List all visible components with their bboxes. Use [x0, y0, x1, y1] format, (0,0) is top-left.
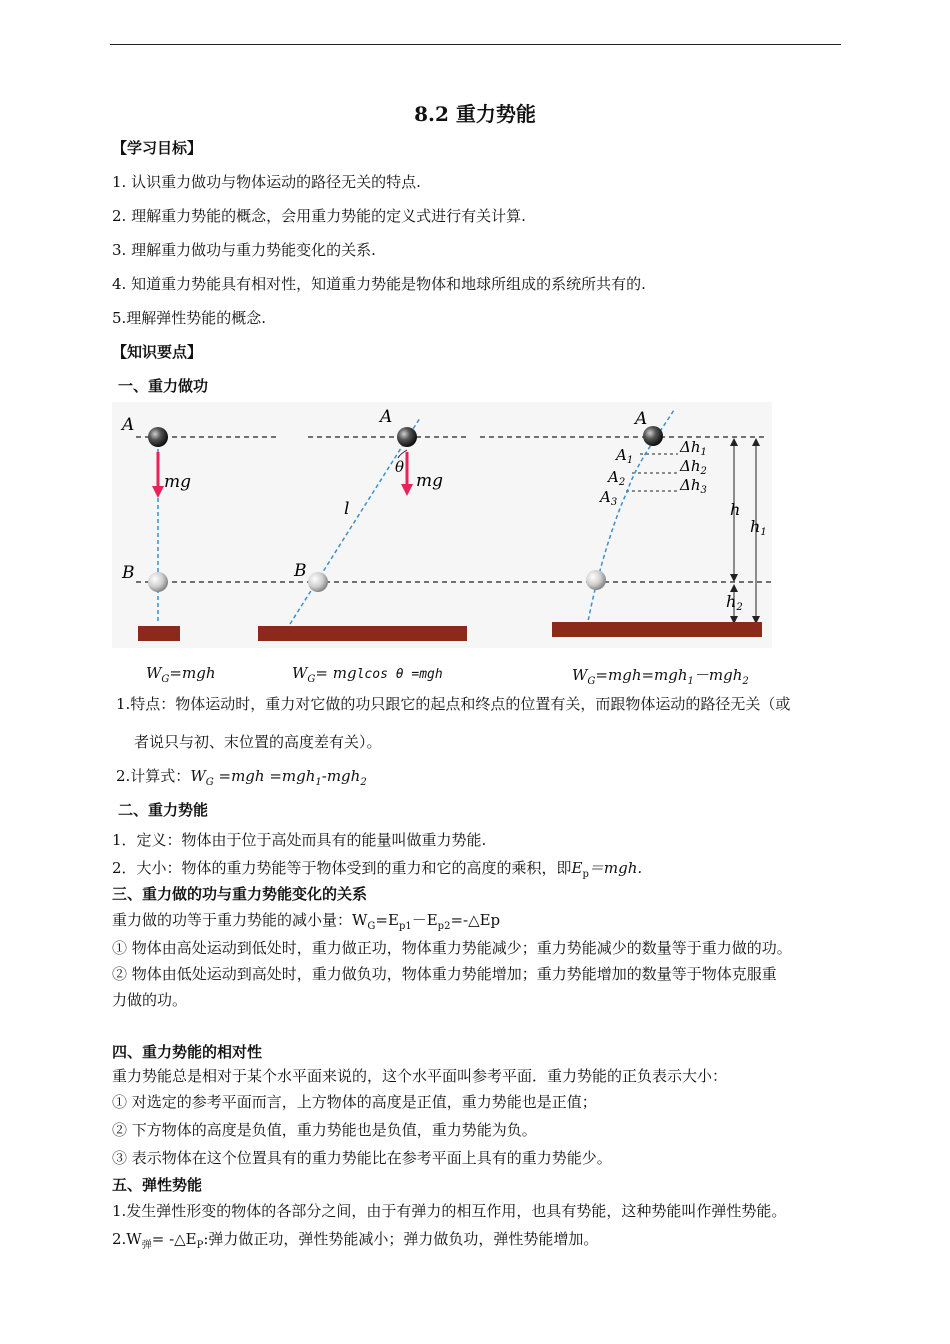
s5-heading: 五、弹性势能: [112, 1176, 203, 1194]
s4-line: ① 对选定的参考平面而言，上方物体的高度是正值，重力势能也是正值；: [112, 1093, 597, 1111]
ball-b: [586, 570, 606, 590]
label-dh3: $\Delta h_3$: [680, 476, 707, 496]
ground-2: [258, 626, 467, 641]
s4-heading: 四、重力势能的相对性: [112, 1043, 263, 1061]
s3-line: ② 物体由低处运动到高处时，重力做负功，物体重力势能增加；重力势能增加的数量等于物体克服重: [112, 965, 777, 983]
header-rule: [110, 44, 841, 45]
calc-formula: 2.计算式：$W_G =mgh =mgh_1-mgh_2$: [116, 767, 367, 788]
page-title: 8.2 重力势能: [414, 102, 536, 126]
ball-b: [148, 572, 168, 592]
s3-heading: 三、重力做的功与重力势能变化的关系: [112, 885, 368, 903]
ball-a: [643, 426, 663, 446]
goal-item: 5.理解弹性势能的概念.: [112, 309, 267, 327]
caption-incline: $W_G= mglcos$ θ =mgh: [292, 664, 443, 685]
ground-3: [552, 622, 762, 637]
label-a: A: [122, 415, 135, 435]
goal-item: 4. 知道重力势能具有相对性，知道重力势能是物体和地球所组成的系统所共有的.: [112, 275, 646, 293]
s5-line: 1.发生弹性形变的物体的各部分之间，由于有弹力的相互作用，也具有势能，这种势能叫作弹性势能。: [112, 1202, 787, 1220]
s5-line: $2.W_弹=$ $-\triangle E_P$:弹力做正功，弹性势能减小；弹力做负功，弹性势能增加。: [112, 1230, 599, 1251]
s3-line: 力做的功。: [112, 991, 188, 1009]
s4-line: 重力势能总是相对于某个水平面来说的，这个水平面叫参考平面．重力势能的正负表示大小：: [112, 1067, 728, 1085]
s3-line: 重力做的功等于重力势能的减小量：$W_G=E_{p1}-E_{p2}=-\triangle Ep$: [112, 911, 501, 932]
caption-curve: $W_G=mgh=mgh_1-mgh_2$: [572, 666, 749, 687]
feature-line: 1.特点：物体运动时，重力对它做的功只跟它的起点和终点的位置有关，而跟物体运动的路径无关（或: [116, 695, 791, 713]
s2-size: 2．大小：物体的重力势能等于物体受到的重力和它的高度的乘积，即$E_p=mgh$.: [112, 859, 643, 880]
label-a1: $A_1$: [616, 446, 634, 466]
ground-1: [138, 626, 180, 641]
ball-b: [308, 572, 328, 592]
label-dh2: $\Delta h_2$: [680, 457, 707, 477]
label-b: B: [122, 563, 135, 583]
label-b: B: [294, 561, 307, 581]
label-mg: mg: [416, 471, 444, 491]
label-a: A: [380, 407, 393, 427]
label-dh1: $\Delta h_1$: [680, 438, 707, 458]
caption-vertical: $W_G=mgh$: [146, 664, 216, 685]
s2-heading: 二、重力势能: [118, 801, 209, 819]
goal-item: 1. 认识重力做功与物体运动的路径无关的特点.: [112, 173, 421, 191]
ball-a: [397, 427, 417, 447]
label-h1: h1: [750, 517, 767, 538]
label-theta: θ: [395, 458, 405, 476]
label-h2: h2: [726, 592, 743, 613]
goal-item: 3. 理解重力做功与重力势能变化的关系.: [112, 241, 376, 259]
gravity-work-figure: [112, 402, 772, 648]
s4-line: ② 下方物体的高度是负值，重力势能也是负值，重力势能为负。: [112, 1121, 537, 1139]
s4-line: ③ 表示物体在这个位置具有的重力势能比在参考平面上具有的重力势能少。: [112, 1149, 612, 1167]
label-h: h: [730, 500, 741, 519]
label-a: A: [635, 409, 648, 429]
ball-a: [148, 427, 168, 447]
label-a2: $A_2$: [608, 468, 626, 488]
s3-line: ① 物体由高处运动到低处时，重力做正功，物体重力势能减少；重力势能减少的数量等于重力做的功。: [112, 939, 792, 957]
s1-heading: 一、重力做功: [118, 377, 209, 395]
points-heading: 【知识要点】: [112, 343, 203, 361]
label-a3: $A_3$: [600, 488, 618, 508]
label-mg: mg: [164, 472, 192, 492]
goals-heading: 【学习目标】: [112, 139, 203, 157]
goal-item: 2. 理解重力势能的概念，会用重力势能的定义式进行有关计算.: [112, 207, 526, 225]
s2-definition: 1．定义：物体由于位于高处而具有的能量叫做重力势能.: [112, 831, 487, 849]
label-l: l: [344, 499, 350, 519]
feature-line-cont: 者说只与初、末位置的高度差有关）。: [134, 733, 382, 751]
